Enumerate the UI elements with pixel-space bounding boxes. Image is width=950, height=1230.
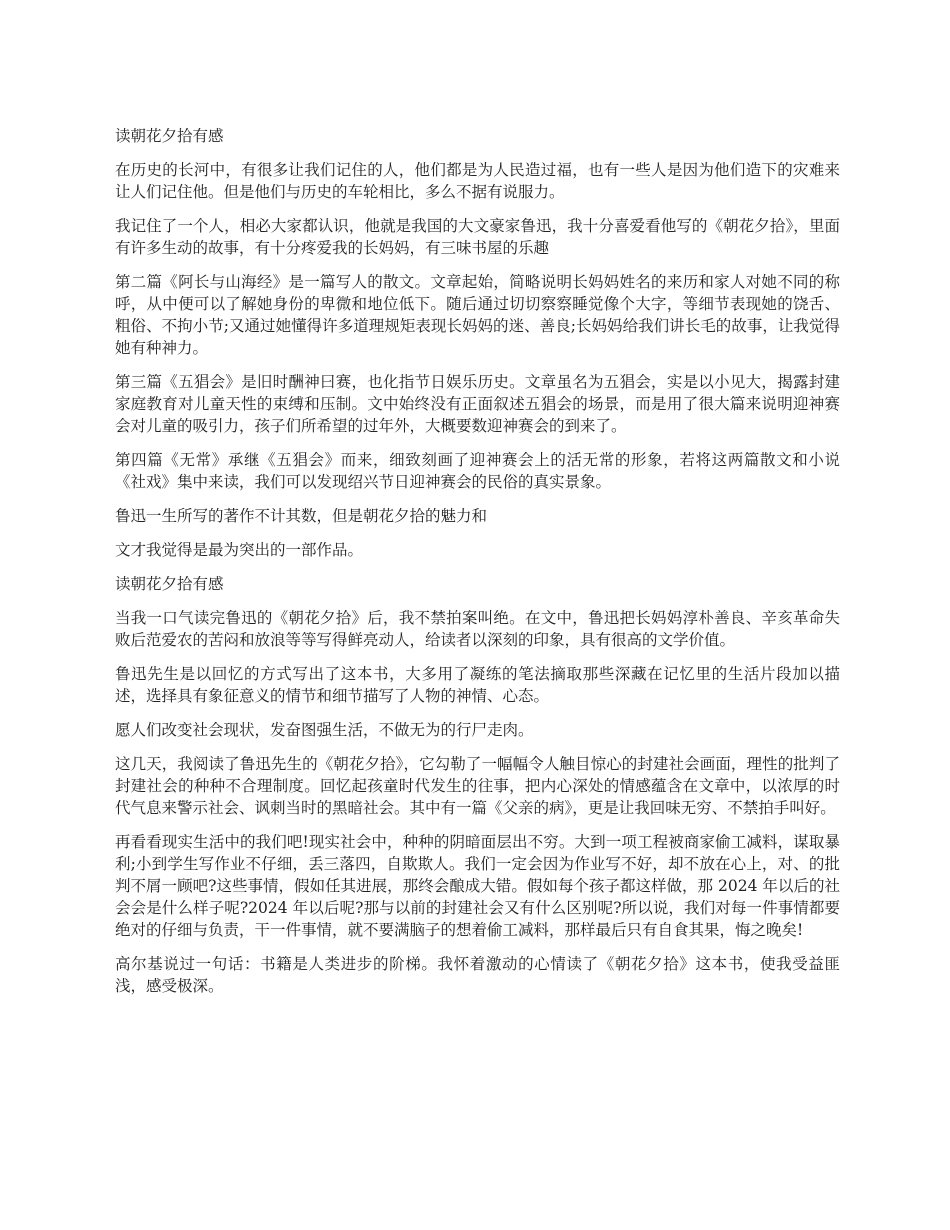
essay-title: 读朝花夕拾有感 bbox=[115, 575, 224, 593]
paragraph: 文才我觉得是最为突出的一部作品。 bbox=[115, 541, 364, 559]
paragraph: 在历史的长河中，有很多让我们记住的人，他们都是为人民造过福，也有一些人是因为他们造下的灾难来让人们记住他。但是他们与历史的车轮相比，多么不据有说服力。 bbox=[115, 161, 840, 201]
paragraph: 这几天，我阅读了鲁迅先生的《朝花夕拾》，它勾勒了一幅幅令人触目惊心的封建社会画面，理性的批判了封建社会的种种不合理制度。回忆起孩童时代发生的往事，把内心深处的情感蕴含在文章中，以浓厚的时代气息来警示社会、讽刺当时的黑暗社会。其中有一篇《父亲的病》，更是让我回味无穷、不禁拍手叫好。 bbox=[115, 755, 840, 817]
paragraph: 第二篇《阿长与山海经》是一篇写人的散文。文章起始，简略说明长妈妈姓名的来历和家人对她不同的称呼，从中便可以了解她身份的卑微和地位低下。随后通过切切察察睡觉像个大字，等细节表现她的饶舌、粗俗、不拘小节;又通过她懂得许多道理规矩表现长妈妈的迷、善良;长妈妈给我们讲长毛的故事，让我觉得她有种神力。 bbox=[115, 273, 840, 357]
paragraph: 高尔基说过一句话：书籍是人类进步的阶梯。我怀着激动的心情读了《朝花夕拾》这本书，使我受益匪浅，感受极深。 bbox=[115, 955, 840, 995]
paragraph: 第四篇《无常》承继《五猖会》而来，细致刻画了迎神赛会上的活无常的形象，若将这两篇散文和小说《社戏》集中来读，我们可以发现绍兴节日迎神赛会的民俗的真实景象。 bbox=[115, 451, 840, 491]
paragraph: 鲁迅一生所写的著作不计其数，但是朝花夕拾的魅力和 bbox=[115, 507, 488, 525]
paragraph: 我记住了一个人，相必大家都认识，他就是我国的大文豪家鲁迅，我十分喜爱看他写的《朝花夕拾》，里面有许多生动的故事，有十分疼爱我的长妈妈，有三味书屋的乐趣 bbox=[115, 217, 840, 257]
paragraph: 第三篇《五猖会》是旧时酬神曰赛，也化指节日娱乐历史。文章虽名为五猖会，实是以小见大，揭露封建家庭教育对儿童天性的束缚和压制。文中始终没有正面叙述五猖会的场景，而是用了很大篇来说明迎神赛会对儿童的吸引力，孩子们所希望的过年外，大概要数迎神赛会的到来了。 bbox=[115, 373, 840, 435]
document-page bbox=[115, 125, 840, 1009]
paragraph: 当我一口气读完鲁迅的《朝花夕拾》后，我不禁拍案叫绝。在文中，鲁迅把长妈妈淳朴善良、辛亥革命失败后范爱农的苦闷和放浪等等写得鲜亮动人，给读者以深刻的印象，具有很高的文学价值。 bbox=[115, 609, 840, 649]
paragraph: 愿人们改变社会现状，发奋图强生活，不做无为的行尸走肉。 bbox=[115, 721, 534, 739]
paragraph: 再看看现实生活中的我们吧!现实社会中，种种的阴暗面层出不穷。大到一项工程被商家偷工减料，谋取暴利;小到学生写作业不仔细，丢三落四，自欺欺人。我们一定会因为作业写不好，却不放在心上，对、的批判不屑一顾吧?这些事情，假如任其进展，那终会酿成大错。假如每个孩子都这样做，那 2024 年以后的社会会是什么样子呢?2024 年以后呢?那与以前的封建社会又有什么区别呢?所以说，我们对每一件事情都要绝对的仔细与负责，干一件事情，就不要满脑子的想着偷工减料，那样最后只有自食其果，悔之晚矣! bbox=[115, 833, 840, 939]
paragraph: 鲁迅先生是以回忆的方式写出了这本书，大多用了凝练的笔法摘取那些深藏在记忆里的生活片段加以描述，选择具有象征意义的情节和细节描写了人物的神情、心态。 bbox=[115, 665, 840, 705]
essay-title: 读朝花夕拾有感 bbox=[115, 127, 224, 145]
